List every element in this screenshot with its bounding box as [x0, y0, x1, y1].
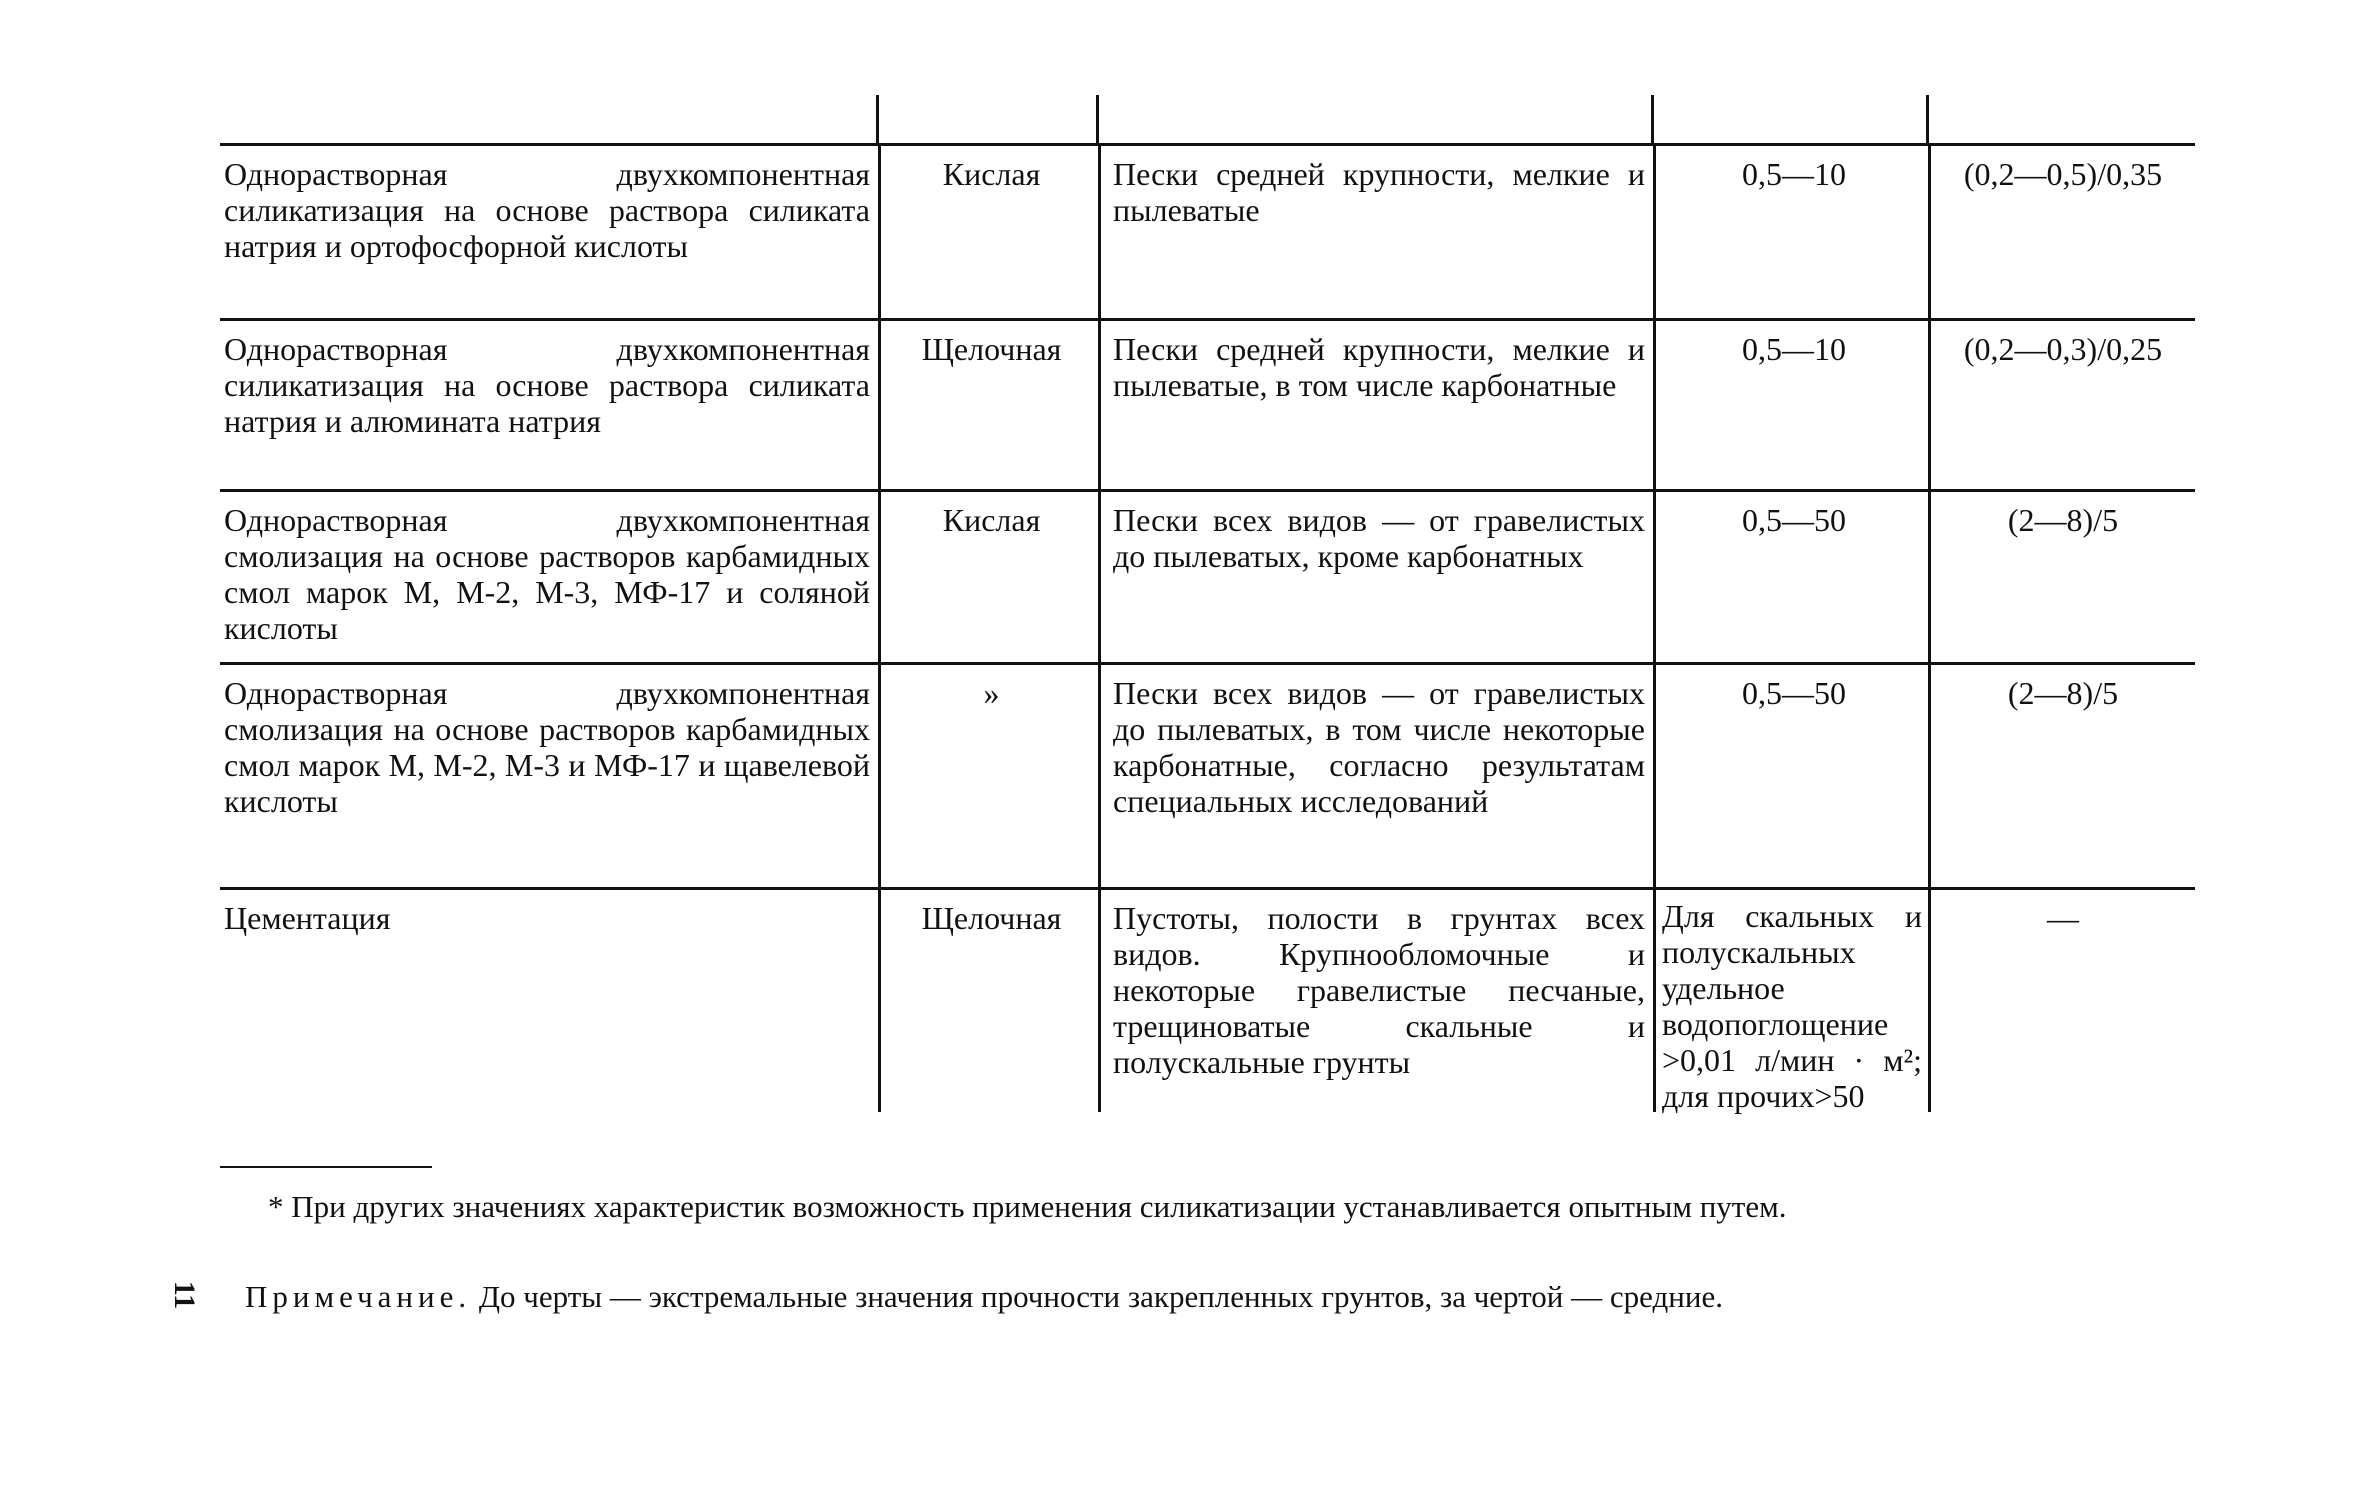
soils-cell: Пустоты, полости в грунтах всех видов. Крупнообломочные и некоторые гравелистые песчаные, трещиноватые скальные и полускальные грунты: [1098, 890, 1653, 1112]
column-divider: [1651, 95, 1654, 143]
medium-cell: Кислая: [878, 492, 1098, 662]
table-row: [220, 318, 2195, 489]
method-cell: Однорастворная двухкомпонентная силикатизация на основе раствора силиката натрия и ортофосфорной кислоты: [224, 156, 870, 264]
medium-cell: Щелочная: [878, 890, 1098, 1112]
note: [245, 1278, 2175, 1316]
note-text: До черты — экстремальные значения прочности закрепленных грунтов, за чертой — средние.: [471, 1279, 1723, 1314]
coefficient-cell: 0,5—10: [1653, 321, 1928, 489]
soils-cell: Пески средней крупности, мелкие и пылеватые: [1098, 146, 1653, 318]
table-row: [220, 489, 2195, 662]
coefficient-cell: 0,5—50: [1653, 665, 1928, 887]
soils-cell: Пески средней крупности, мелкие и пылеватые, в том числе карбонатные: [1098, 321, 1653, 489]
footnote: * При других значениях характеристик возможность применения силикатизации устанавливается опытным путем.: [268, 1189, 1787, 1224]
page-number: 11: [168, 1280, 202, 1310]
soil-fixation-table: [220, 95, 2195, 1112]
strength-cell: (2—8)/5: [1928, 492, 2195, 662]
coefficient-cell: 0,5—50: [1653, 492, 1928, 662]
table-row: [220, 662, 2195, 887]
coefficient-cell: Для скальных и полускальных удельное водопоглощение >0,01 л/мин · м²; для прочих>50: [1653, 890, 1928, 1112]
table-row: [220, 143, 2195, 318]
method-cell: Однорастворная двухкомпонентная смолизация на основе растворов карбамидных смол марок М, М-2, М-3, МФ-17 и соляной кислоты: [224, 502, 870, 646]
strength-cell: (0,2—0,5)/0,35: [1928, 146, 2195, 318]
column-divider: [1096, 95, 1099, 143]
note-label: Примечание.: [245, 1279, 472, 1314]
column-divider: [1926, 95, 1929, 143]
footnote-rule: [220, 1166, 432, 1168]
soils-cell: Пески всех видов — от гравелистых до пылеватых, в том числе некоторые карбонатные, согласно результатам специальных исследований: [1098, 665, 1653, 887]
strength-cell: (2—8)/5: [1928, 665, 2195, 887]
medium-cell: Щелочная: [878, 321, 1098, 489]
strength-cell: (0,2—0,3)/0,25: [1928, 321, 2195, 489]
coefficient-cell: 0,5—10: [1653, 146, 1928, 318]
soils-cell: Пески всех видов — от гравелистых до пылеватых, кроме карбонатных: [1098, 492, 1653, 662]
method-cell: Однорастворная двухкомпонентная смолизация на основе растворов карбамидных смол марок М, М-2, М-3 и МФ-17 и щавелевой кислоты: [224, 675, 870, 819]
strength-cell: —: [1928, 890, 2195, 1112]
table-row: [220, 887, 2195, 1112]
method-cell: Цементация: [224, 900, 391, 936]
method-cell: Однорастворная двухкомпонентная силикатизация на основе раствора силиката натрия и алюмината натрия: [224, 331, 870, 439]
table-top-stubs: [220, 95, 2195, 143]
medium-cell: »: [878, 665, 1098, 887]
column-divider: [876, 95, 879, 143]
medium-cell: Кислая: [878, 146, 1098, 318]
